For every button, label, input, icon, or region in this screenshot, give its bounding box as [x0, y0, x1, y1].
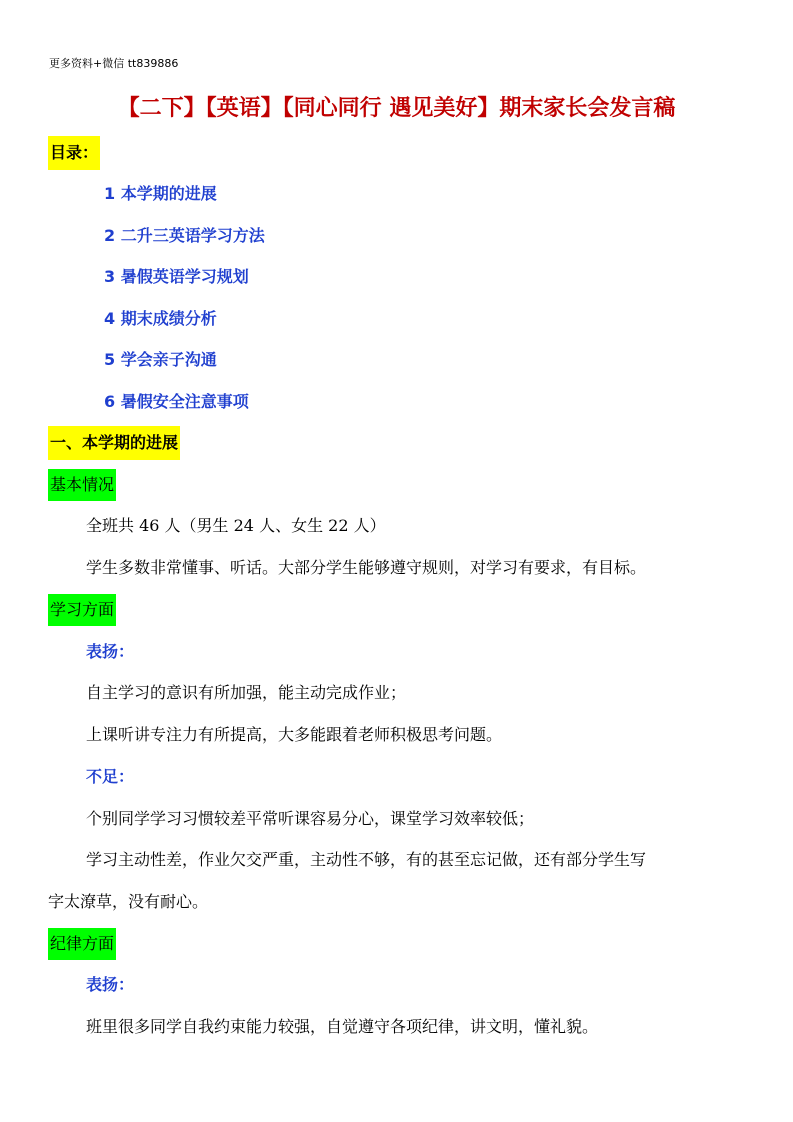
study-lack-line-2a: 学习主动性差，作业欠交严重，主动性不够，有的甚至忘记做，还有部分学生写 — [86, 850, 647, 869]
basic-line-2: 学生多数非常懂事、听话。大部分学生能够遵守规则，对学习有要求，有目标。 — [86, 558, 647, 577]
study-praise-label: 表扬： — [86, 642, 135, 661]
study-lack-label: 不足： — [86, 767, 135, 786]
toc-item-4: 4 期末成绩分析 — [104, 309, 217, 328]
toc-heading: 目录： — [48, 136, 100, 170]
header-note: 更多资料+微信 tt839886 — [49, 57, 179, 70]
toc-item-6: 6 暑假安全注意事项 — [104, 392, 249, 411]
section-heading: 一、本学期的进展 — [48, 426, 180, 460]
subsection-label-study: 学习方面 — [48, 594, 116, 626]
study-praise-line-2: 上课听讲专注力有所提高，大多能跟着老师积极思考问题。 — [86, 725, 503, 744]
study-praise-line-1: 自主学习的意识有所加强，能主动完成作业； — [86, 683, 407, 702]
toc-item-5: 5 学会亲子沟通 — [104, 350, 217, 369]
document-title: 【二下】【英语】【同心同行 遇见美好】期末家长会发言稿 — [117, 96, 676, 121]
discipline-praise-label: 表扬： — [86, 975, 135, 994]
toc-item-3: 3 暑假英语学习规划 — [104, 267, 249, 286]
study-lack-line-1: 个别同学学习习惯较差平常听课容易分心，课堂学习效率较低； — [86, 809, 535, 828]
subsection-label-discipline: 纪律方面 — [48, 928, 116, 960]
subsection-label-basic: 基本情况 — [48, 469, 116, 501]
discipline-praise-line-1: 班里很多同学自我约束能力较强，自觉遵守各项纪律，讲文明，懂礼貌。 — [86, 1017, 599, 1036]
basic-line-1: 全班共 46 人（男生 24 人、女生 22 人） — [86, 516, 386, 535]
toc-item-1: 1 本学期的进展 — [104, 184, 217, 203]
toc-item-2: 2 二升三英语学习方法 — [104, 226, 265, 245]
study-lack-line-2b: 字太潦草，没有耐心。 — [48, 892, 209, 911]
